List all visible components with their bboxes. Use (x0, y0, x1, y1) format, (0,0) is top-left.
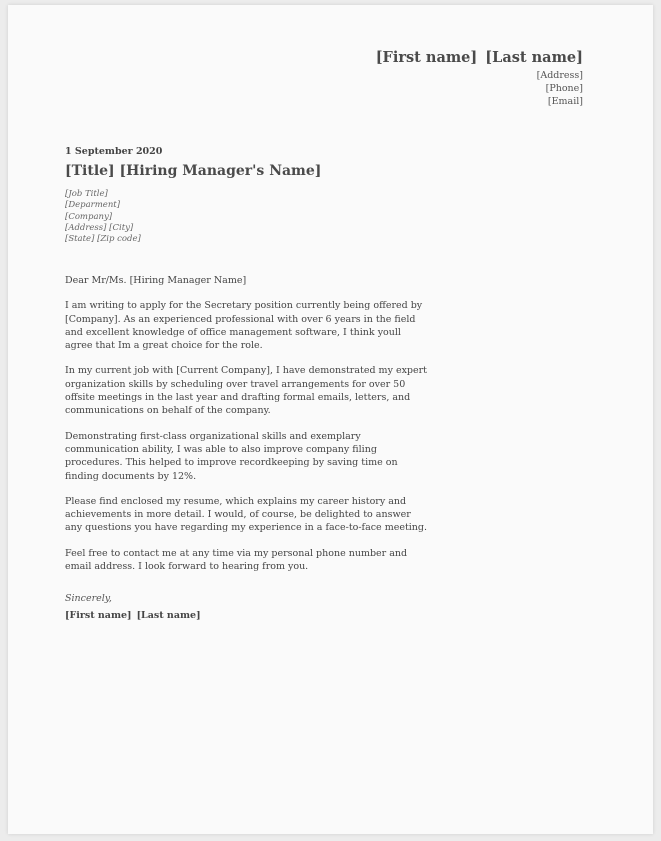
letter-paragraph: Feel free to contact me at any time via my personal phone number and email address. I look forward to hearing from you. (65, 547, 408, 573)
recipient-department: [Deparment] (65, 200, 121, 211)
recipient-company: [Company] (65, 211, 113, 222)
recipient-title: [Title] [Hiring Manager's Name] (65, 163, 322, 179)
sender-name (376, 49, 583, 66)
recipient-details (65, 189, 141, 245)
letter-paragraph: Please find enclosed my resume, which explains my career history and achievements in more detail. I would, of course, be delighted to answer any questions you have regarding my experience in a face-to-face meeting. (65, 495, 428, 534)
signature-last-name: [Last name] (136, 610, 201, 621)
sender-address: [Address] (536, 70, 583, 81)
signature-name (65, 610, 201, 621)
letter-closing: Sincerely, (65, 593, 112, 604)
letter-body (65, 274, 430, 585)
sender-last-name: [Last name] (485, 49, 583, 66)
sender-email: [Email] (547, 96, 583, 107)
letter-paragraph: Demonstrating first-class organizational skills and exemplary communication ability, I was able to also improve company filing procedures. This helped to improve recordkeeping by saving time on finding documents by 12%. (65, 430, 398, 482)
letter-paragraph: I am writing to apply for the Secretary position currently being offered by [Company]. As an experienced professional with over 6 years in the field and excellent knowledge of office management software, I think youll agree that Im a great choice for the role. (65, 300, 423, 352)
sender-phone: [Phone] (545, 83, 583, 94)
sender-header (376, 49, 583, 108)
letter-page (8, 5, 653, 834)
signature-first-name: [First name] (65, 610, 132, 621)
letter-paragraph: In my current job with [Current Company], I have demonstrated my expert organization skills by scheduling over travel arrangements for over 50 offsite meetings in the last year and drafting formal emails, letters, and communications on behalf of the company. (65, 365, 427, 417)
letter-greeting: Dear Mr/Ms. [Hiring Manager Name] (65, 275, 247, 286)
recipient-state-zip: [State] [Zip code] (65, 234, 141, 245)
recipient-address-city: [Address] [City] (65, 222, 134, 233)
sender-first-name: [First name] (375, 49, 478, 66)
recipient-job-title: [Job Title] (65, 189, 108, 199)
letter-date: 1 September 2020 (65, 146, 163, 157)
